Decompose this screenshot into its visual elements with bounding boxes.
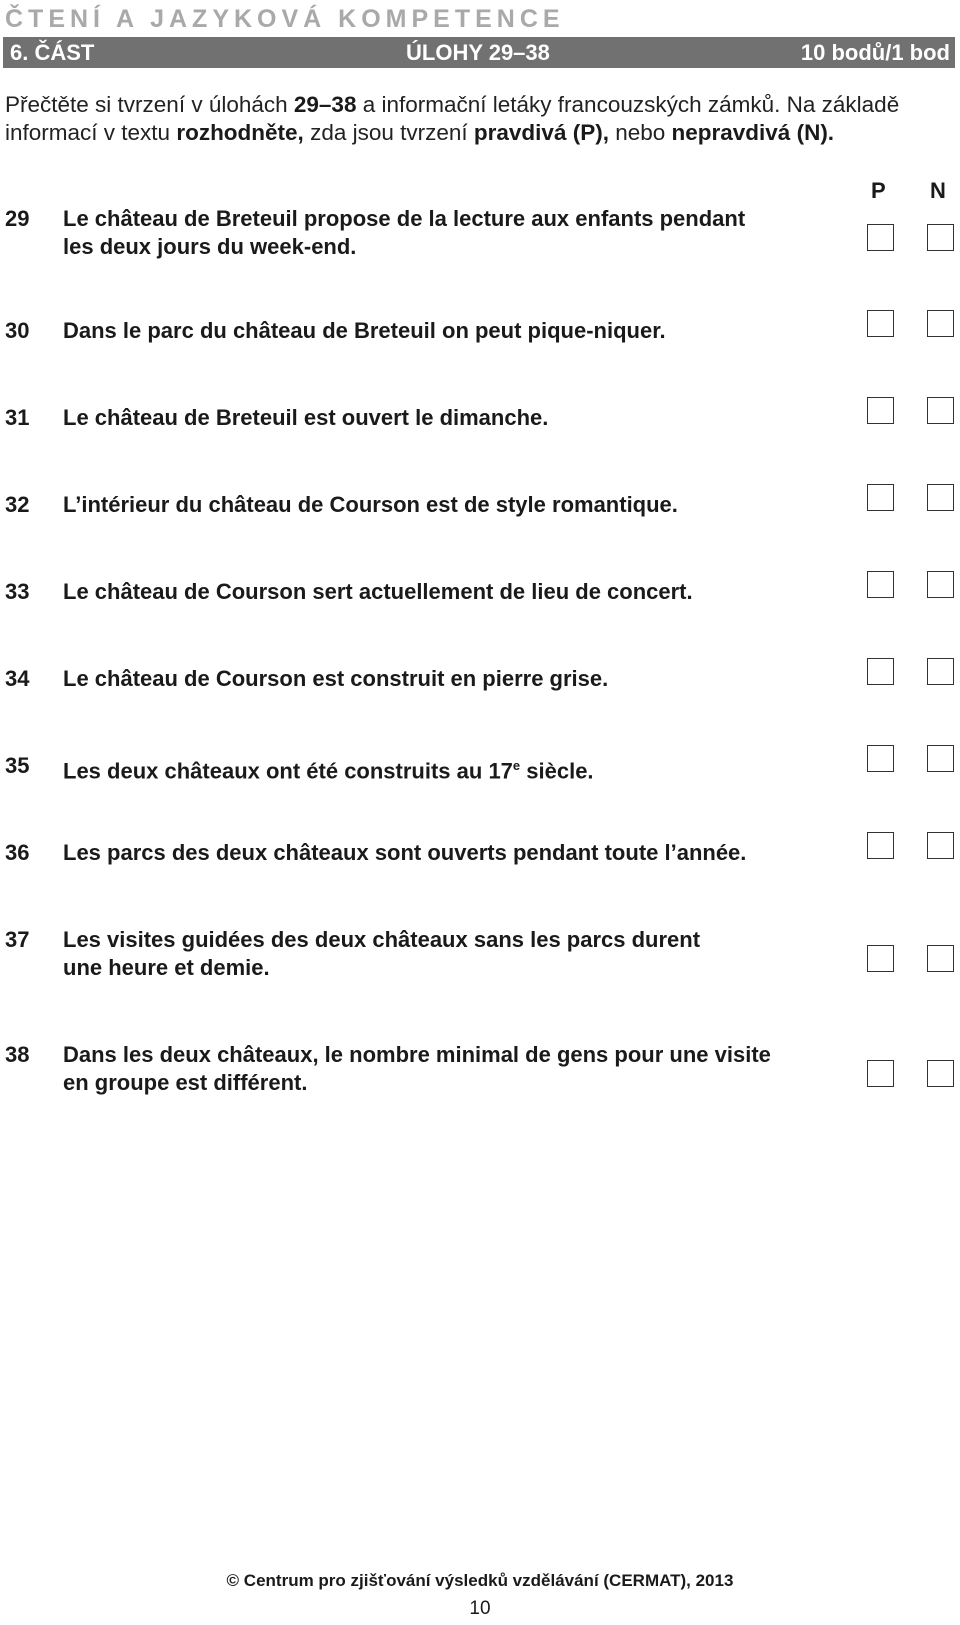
checkbox-n[interactable] [927,397,954,424]
instructions-bold: pravdivá (P), [473,120,609,145]
instructions-bold: rozhodněte, [176,120,304,145]
checkbox-p[interactable] [867,224,894,251]
question-text-line: Les visites guidées des deux châteaux sans les parcs durent [63,927,701,952]
question-text [63,752,833,785]
page-number: 10 [469,1598,491,1619]
question-text-line: Les deux châteaux ont été construits au 17 [63,758,513,784]
checkbox-n[interactable] [927,1060,954,1087]
question-text-line: siècle. [520,758,594,784]
question-number: 36 [5,840,30,865]
checkbox-p[interactable] [867,1060,894,1087]
instructions-text: zda jsou tvrzení [303,120,474,145]
question-text-line: Dans le parc du château de Breteuil on peut pique-niquer. [63,318,666,343]
question-number: 33 [5,579,30,604]
question-number: 31 [5,405,30,430]
superscript: e [512,758,521,773]
checkbox-n[interactable] [927,571,954,598]
instructions-bold: 29–38 [293,92,357,117]
question-text-line: les deux jours du week-end. [63,234,357,259]
checkbox-n[interactable] [927,832,954,859]
section-title: ČTENÍ A JAZYKOVÁ KOMPETENCE [5,5,565,33]
checkbox-p[interactable] [867,397,894,424]
question-text-line: Le château de Courson sert actuellement de lieu de concert. [63,579,693,604]
question-text [63,404,833,432]
question-text [63,839,833,867]
instructions-text: a informační letáky francouzských zámků. Na základě informací v textu [5,92,900,145]
checkbox-p[interactable] [867,745,894,772]
checkbox-p[interactable] [867,310,894,337]
part-label: 6. ČÁST [10,40,95,65]
instructions [5,91,950,147]
checkbox-n[interactable] [927,484,954,511]
footer-copyright: © Centrum pro zjišťování výsledků vzdělávání (CERMAT), 2013 [226,1571,734,1590]
question-text [63,578,833,606]
checkbox-p[interactable] [867,571,894,598]
question-text-line: en groupe est différent. [63,1070,308,1095]
question-text-line: une heure et demie. [63,955,270,980]
question-text-line: Dans les deux châteaux, le nombre minimal de gens pour une visite [63,1042,771,1067]
instructions-bold: nepravdivá (N). [671,120,835,145]
question-text [63,491,833,519]
checkbox-n[interactable] [927,310,954,337]
question-number: 34 [5,666,30,691]
question-text [63,1041,833,1097]
checkbox-n[interactable] [927,658,954,685]
question-text-line: Le château de Breteuil propose de la lecture aux enfants pendant [63,206,746,231]
question-text-line: Les parcs des deux châteaux sont ouverts pendant toute l’année. [63,840,747,865]
question-number: 29 [5,206,30,231]
part-header-bar [3,37,955,68]
question-text [63,665,833,693]
checkbox-p[interactable] [867,484,894,511]
checkbox-p[interactable] [867,658,894,685]
question-number: 35 [5,753,30,778]
tasks-range-label: ÚLOHY 29–38 [406,40,550,65]
question-text-line: Le château de Breteuil est ouvert le dimanche. [63,405,549,430]
checkbox-p[interactable] [867,832,894,859]
question-number: 38 [5,1042,30,1067]
checkbox-n[interactable] [927,224,954,251]
question-text-line: Le château de Courson est construit en pierre grise. [63,666,609,691]
checkbox-n[interactable] [927,745,954,772]
column-header-n: N [930,178,946,203]
column-header-p: P [871,178,886,203]
checkbox-p[interactable] [867,945,894,972]
points-label: 10 bodů/1 bod [800,40,950,65]
instructions-text: Přečtěte si tvrzení v úlohách [5,92,294,117]
checkbox-n[interactable] [927,945,954,972]
question-text [63,317,833,345]
instructions-text: nebo [608,120,672,145]
question-number: 30 [5,318,30,343]
question-number: 32 [5,492,30,517]
question-text [63,205,833,261]
question-text [63,926,833,982]
question-number: 37 [5,927,30,952]
question-text-line: L’intérieur du château de Courson est de style romantique. [63,492,678,517]
